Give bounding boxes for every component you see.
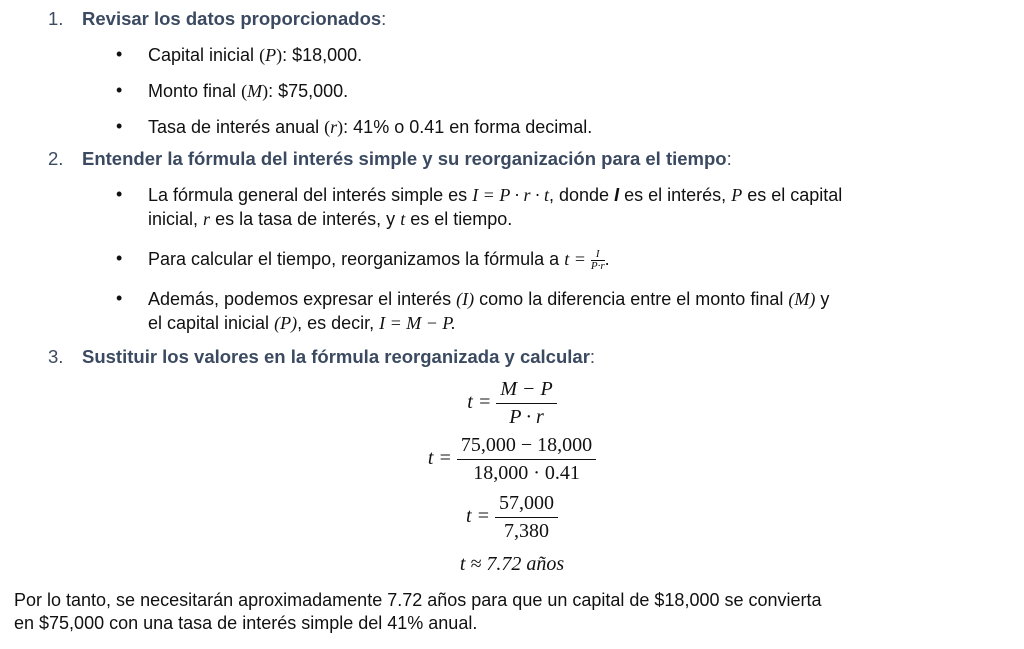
bullet-dot: • [116,288,123,308]
equation-2: t = $\frac{75,000 - 18,000}{18,000 \cdot 0.41}$ [0,434,1024,485]
equation-fraction: $\frac{57,000}{7,380}$ [495,492,558,543]
equation-fraction: $\frac{M - P}{P \cdot r}$ [496,378,556,429]
bullet-dot: • [116,184,123,204]
equation-result: t ≈ 7.72 años [459,553,565,575]
bullet-dot: • [116,44,123,64]
list-item-tasa: Tasa de interés anual (r): 41% o 0.41 en forma decimal. [148,117,593,137]
step-title: Entender la fórmula del interés simple y su reorganización para el tiempo [82,148,727,169]
list-item-capital: Capital inicial (P): $18,000. [148,45,363,65]
equation-fraction: $\frac{75,000 - 18,000}{18,000 \cdot 0.41}$ [457,434,596,485]
fraction-i-over-pr: $\frac{I}{P\cdot r}$ [590,247,605,272]
step-number: 2. [48,148,64,169]
step-number: 3. [48,346,64,367]
equation-1: t = $\frac{M - P}{P \cdot r}$ [0,378,1024,429]
list-item-reorganizar: Para calcular el tiempo, reorganizamos la fórmula a t = $\frac{I}{P\cdot r}$ . [148,247,610,272]
conclusion-line-1: Por lo tanto, se necesitarán aproximadamente 7.72 años para que un capital de $18,000 se convierta [14,590,822,610]
equation-3: t = $\frac{57,000}{7,380}$ [0,492,1024,543]
step-number: 1. [48,8,64,29]
step-title: Sustituir los valores en la fórmula reorganizada y calcular [82,346,590,367]
list-item-interes-diferencia-line2: el capital inicial (P), es decir, I = M − P. [148,313,456,333]
list-item-formula-general: La fórmula general del interés simple es I = P · r · t, donde I es el interés, P es el capital [148,185,843,205]
list-item-formula-general-line2: inicial, r es la tasa de interés, y t es el tiempo. [148,209,513,229]
list-item-monto: Monto final (M): $75,000. [148,81,349,101]
step-3-heading: 3. Sustituir los valores en la fórmula reorganizada y calcular: [48,346,596,367]
bullet-dot: • [116,80,123,100]
step-2-heading: 2. Entender la fórmula del interés simple y su reorganización para el tiempo: [48,148,732,169]
bullet-dot: • [116,116,123,136]
conclusion-line-2: en $75,000 con una tasa de interés simple del 41% anual. [14,613,478,633]
bullet-dot: • [116,248,123,268]
step-title: Revisar los datos proporcionados [82,8,382,29]
step-1-heading: 1. Revisar los datos proporcionados: [48,8,387,29]
list-item-interes-diferencia: Además, podemos expresar el interés (I) como la diferencia entre el monto final (M) y [148,289,830,309]
